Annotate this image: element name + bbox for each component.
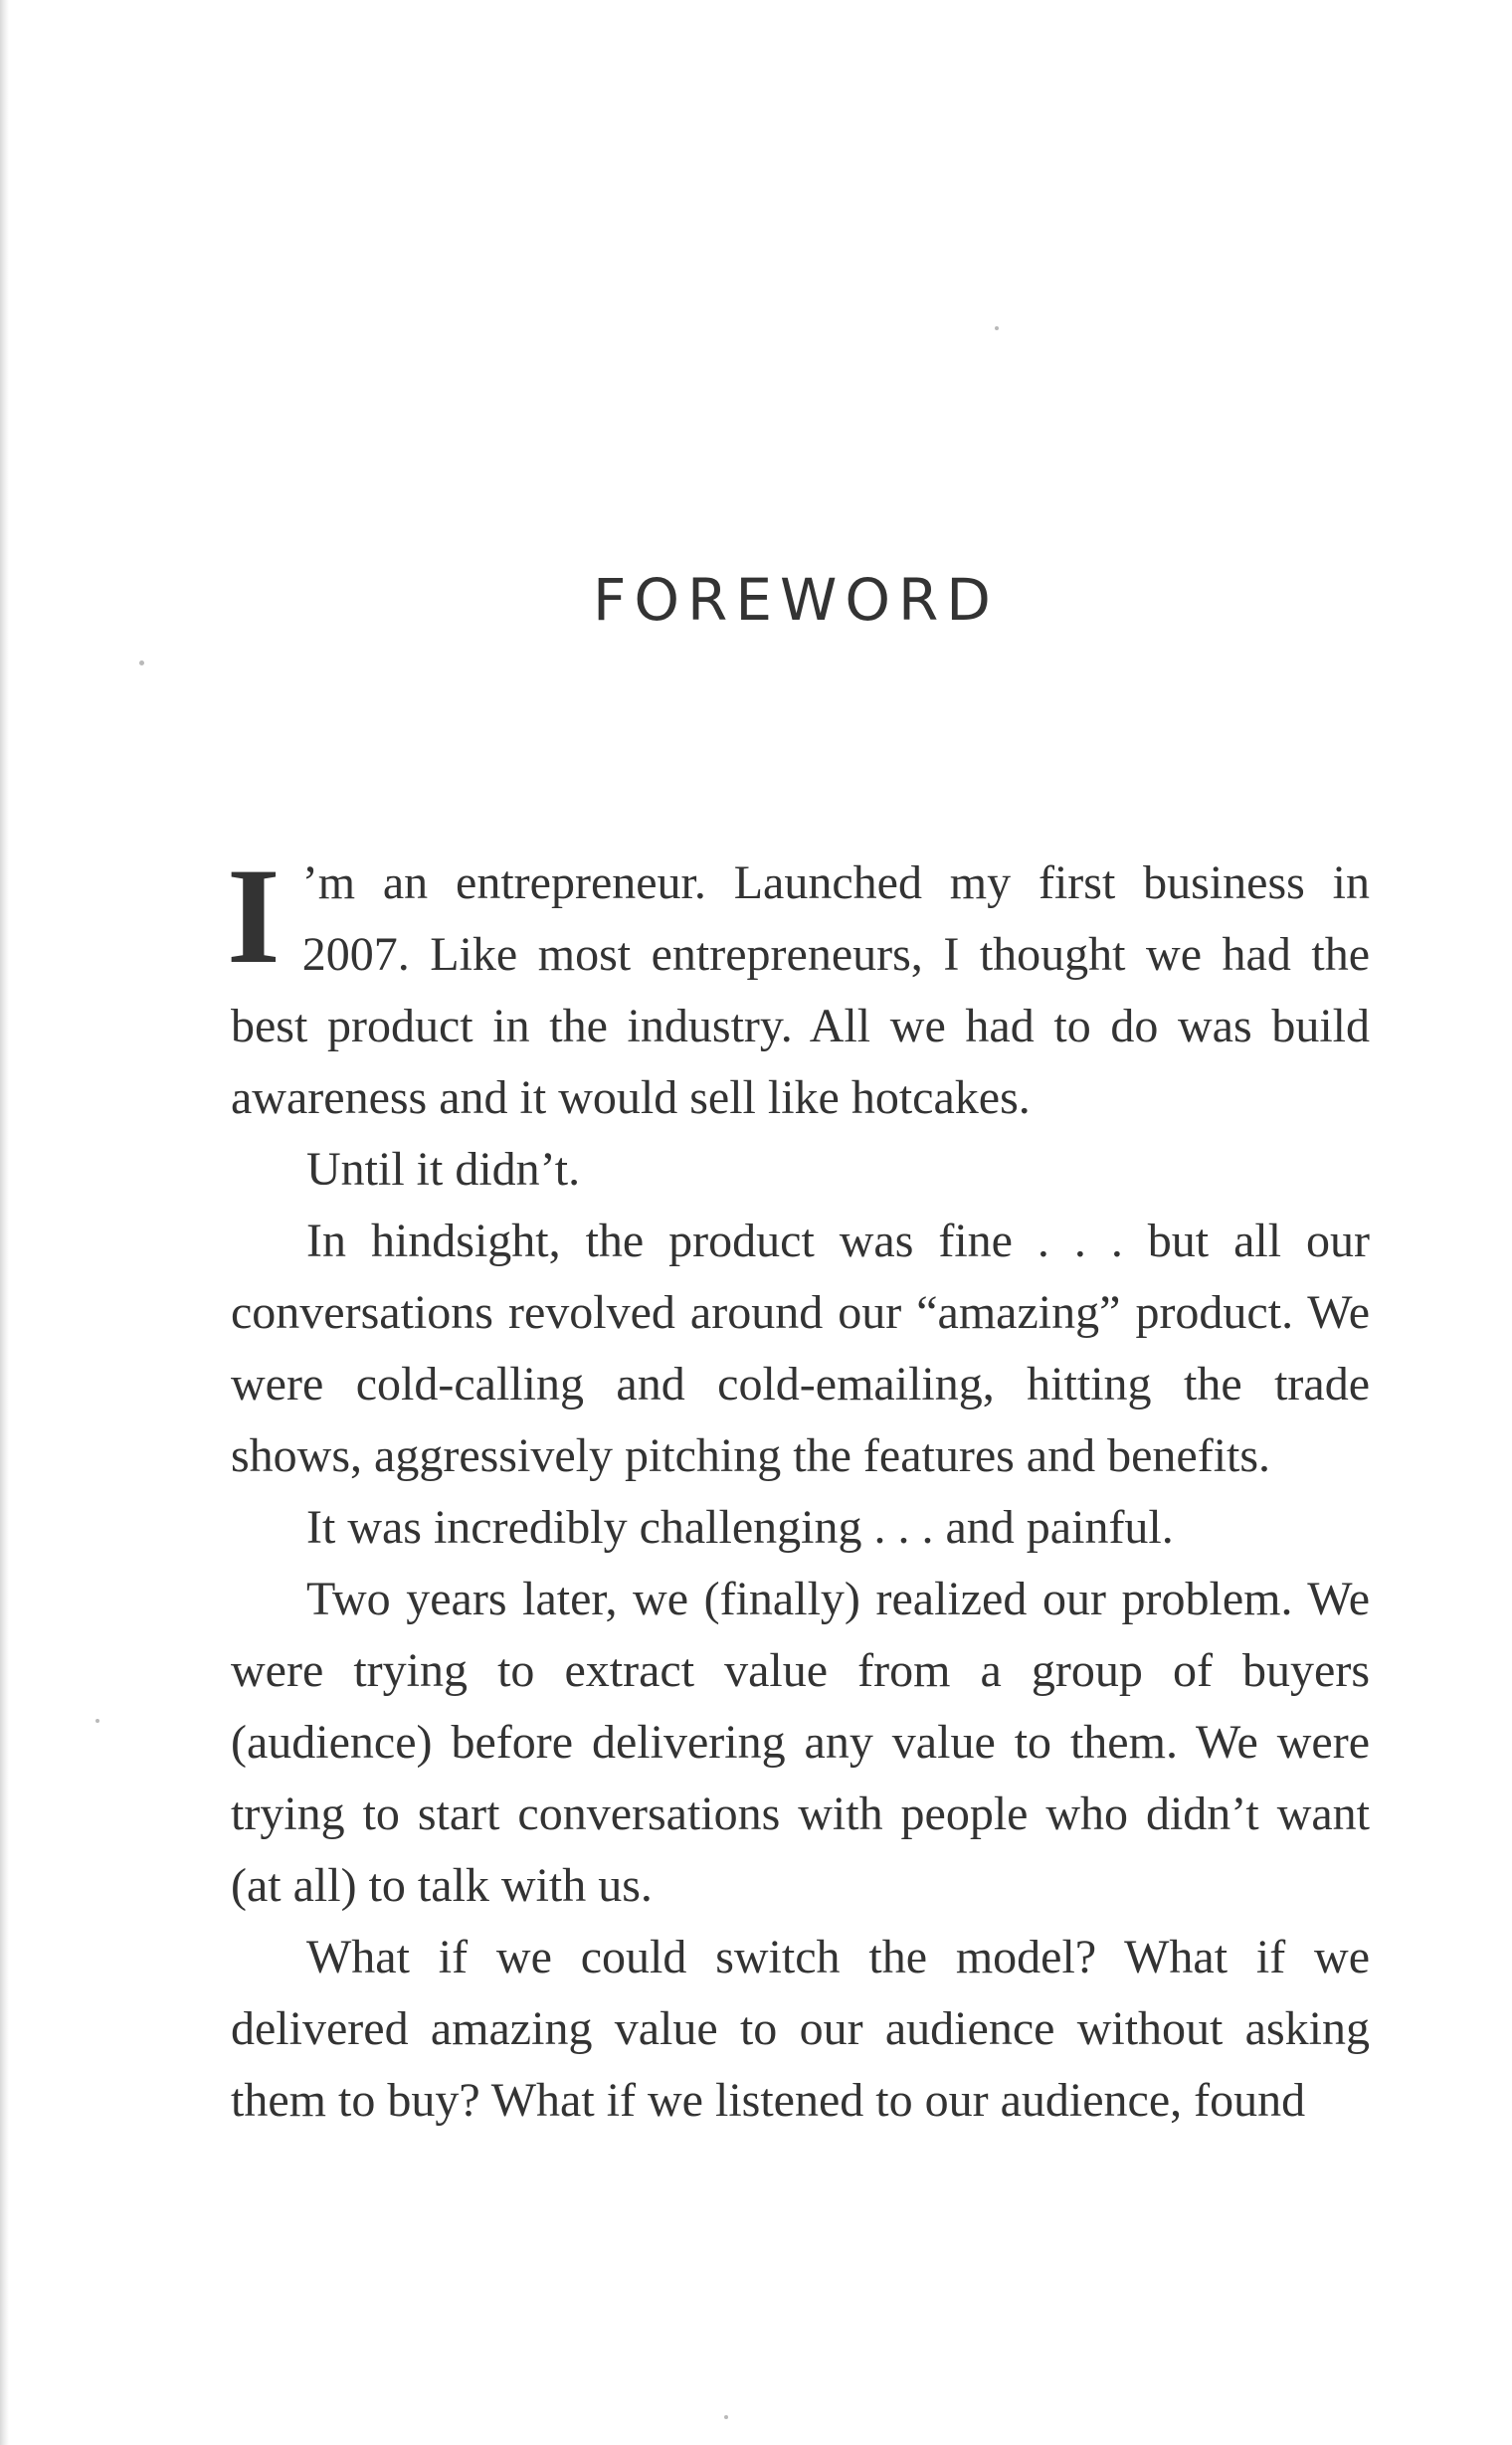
scan-speck: [139, 660, 144, 665]
paragraph-3: In hindsight, the product was fine . . . but all our conversations revolved around our “amazing” product. We were cold-calling and cold-emailing, hitting the trade shows, aggressively pitching the features and benefits.: [231, 1215, 1370, 1482]
foreword-body: [227, 840, 1370, 2137]
page-edge-shadow: [0, 0, 9, 2445]
paragraph-4: It was incredibly challenging . . . and painful.: [306, 1501, 1174, 1554]
chapter-title: FOREWORD: [593, 566, 999, 634]
paragraph-5: Two years later, we (finally) realized our problem. We were trying to extract value from a group of buyers (audience) before delivering any value to them. We were trying to start conversations with people who didn’t want (at all) to talk with us.: [231, 1573, 1370, 1912]
paragraph-1: [227, 840, 1370, 1134]
drop-cap: I: [227, 840, 281, 992]
paragraph-6: What if we could switch the model? What if we delivered amazing value to our audience without asking them to buy? What if we listened to our audience, found: [231, 1931, 1370, 2127]
scan-speck: [995, 326, 999, 330]
scan-speck: [95, 1719, 99, 1723]
paragraph-1-text: ’m an entrepreneur. Launched my first business in 2007. Like most entrepreneurs, I thought we had the best product in the industry. All we had to do was build awareness and it would sell like hotcakes.: [231, 856, 1370, 1124]
scan-speck: [724, 2415, 728, 2419]
paragraph-2: Until it didn’t.: [306, 1143, 581, 1196]
